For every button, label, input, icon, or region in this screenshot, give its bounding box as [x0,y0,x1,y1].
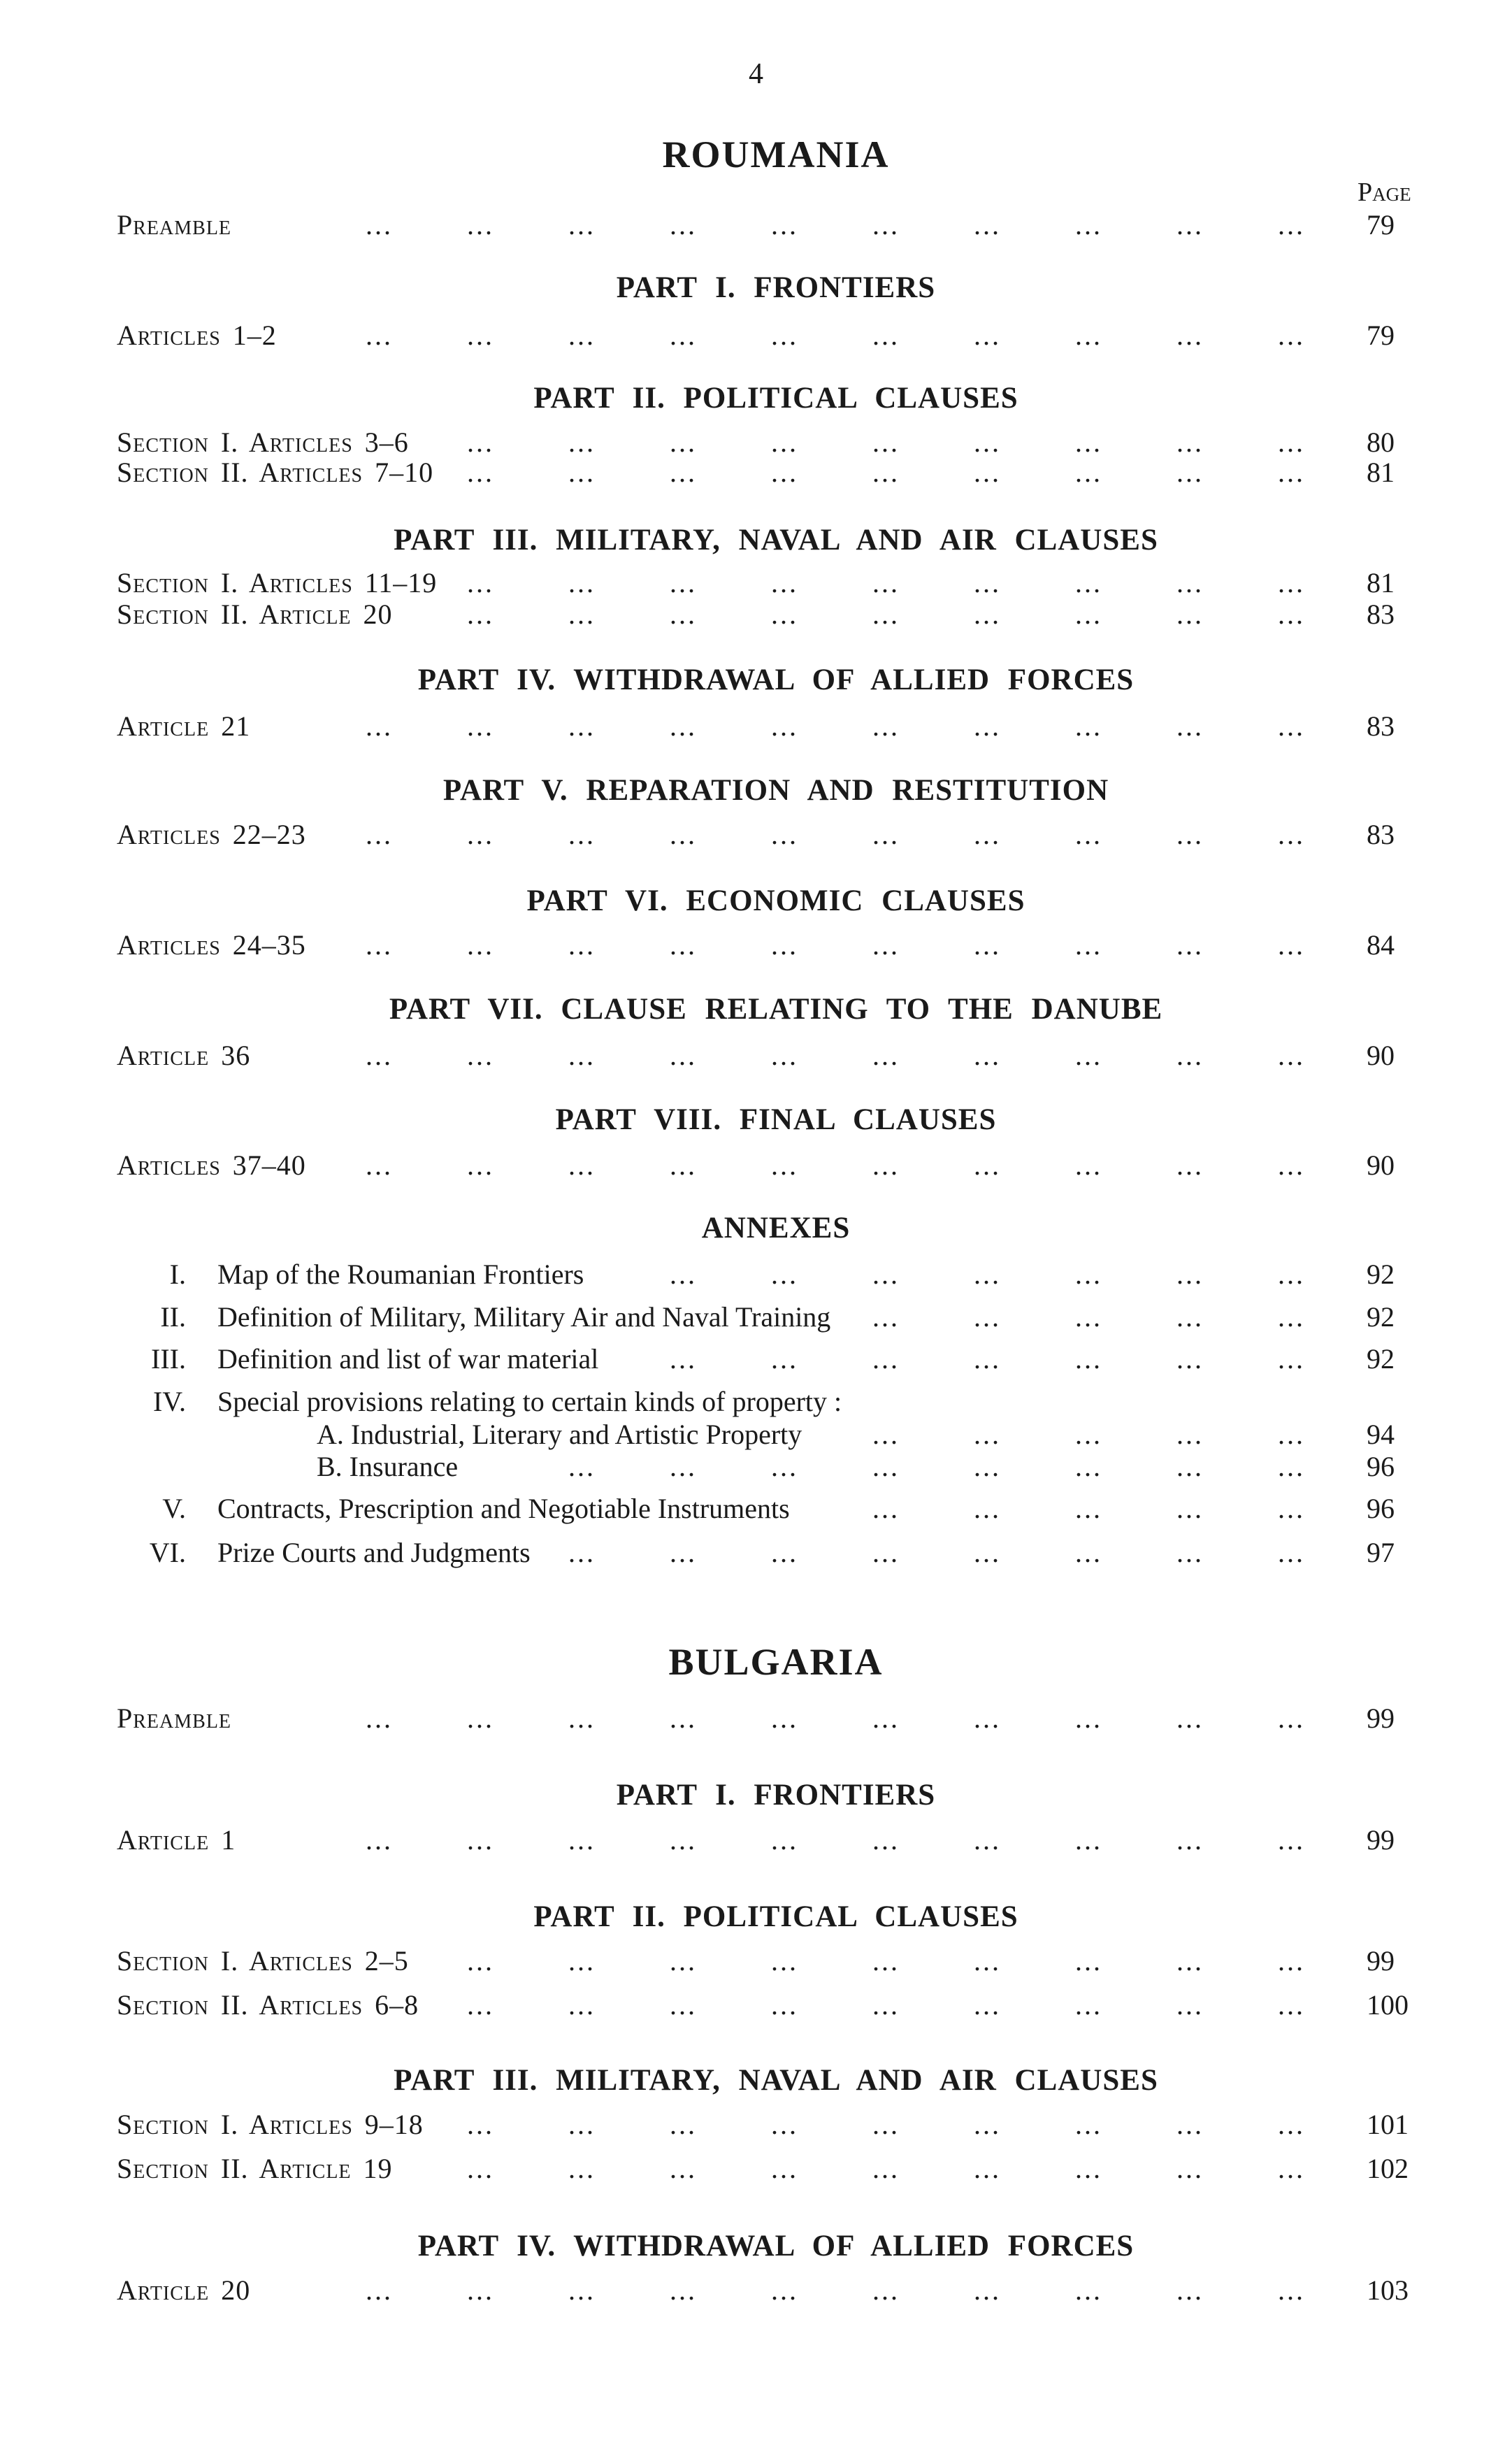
dot-leader: ... [872,598,900,630]
dot-leader: ... [1278,2109,1305,2140]
dot-leader: ... [1278,710,1305,742]
dot-leader: ... [771,426,798,458]
dot-leader: ... [366,1824,393,1856]
dot-leader: ... [467,710,494,742]
dot-leader: ... [974,1040,1001,1071]
dot-leader: ... [1075,1824,1102,1856]
dot-leader: ... [974,1824,1001,1856]
dot-leader: ... [872,320,900,351]
dot-leader: ... [771,1537,798,1568]
dot-leader: ... [872,819,900,850]
part-heading: ANNEXES [701,1212,851,1245]
dot-leader: ... [1176,2109,1204,2140]
dot-leader: ... [670,819,697,850]
toc-page-number[interactable]: 84 [1367,929,1395,961]
part-heading: PART VI. ECONOMIC CLAUSES [526,884,1025,917]
dot-leader: ... [771,1040,798,1071]
dot-leader: ... [974,426,1001,458]
dot-leader: ... [1075,819,1102,850]
toc-page-number[interactable]: 102 [1367,2153,1409,2184]
dot-leader: ... [872,1451,900,1482]
dot-leader: ... [1278,819,1305,850]
toc-page-number[interactable]: 100 [1367,1989,1409,2021]
dot-leader: ... [670,1040,697,1071]
dot-leader: ... [1176,1702,1204,1734]
dot-leader: ... [568,457,596,488]
toc-page-number[interactable]: 99 [1367,1945,1395,1977]
dot-leader: ... [568,1537,596,1568]
dot-leader: ... [467,1040,494,1071]
dot-leader: ... [771,457,798,488]
dot-leader: ... [1278,426,1305,458]
toc-entry-label[interactable]: Section I. Articles 9–18 [117,2109,424,2140]
part-heading: PART IV. WITHDRAWAL OF ALLIED FORCES [417,664,1135,696]
dot-leader: ... [1278,2153,1305,2184]
dot-leader: ... [1278,1945,1305,1977]
dot-leader: ... [872,426,900,458]
dot-leader: ... [1075,2274,1102,2306]
dot-leader: ... [1075,1259,1102,1290]
dot-leader: ... [1176,1259,1204,1290]
dot-leader: ... [1176,1301,1204,1333]
dot-leader: ... [872,1301,900,1333]
dot-leader: ... [467,457,494,488]
dot-leader: ... [974,2153,1001,2184]
toc-entry-label[interactable]: Section II. Article 19 [117,2153,393,2184]
dot-leader: ... [1075,1493,1102,1524]
part-heading: PART V. REPARATION AND RESTITUTION [442,774,1109,807]
toc-entry-label[interactable]: Preamble [117,1702,232,1734]
dot-leader: ... [670,1702,697,1734]
dot-leader: ... [872,209,900,241]
dot-leader: ... [771,209,798,241]
dot-leader: ... [1176,320,1204,351]
annex-title[interactable]: Prize Courts and Judgments [217,1537,531,1568]
toc-page-number[interactable]: 79 [1367,320,1395,351]
annex-numeral: II. [160,1301,186,1333]
toc-page-number[interactable]: 96 [1367,1493,1395,1524]
dot-leader: ... [974,929,1001,961]
dot-leader: ... [771,1259,798,1290]
toc-entry-label[interactable]: Section I. Articles 3–6 [117,426,409,458]
dot-leader: ... [872,1702,900,1734]
dot-leader: ... [1176,1537,1204,1568]
dot-leader: ... [1176,598,1204,630]
dot-leader: ... [771,2153,798,2184]
dot-leader: ... [1075,1945,1102,1977]
dot-leader: ... [1176,457,1204,488]
dot-leader: ... [1176,2274,1204,2306]
dot-leader: ... [467,320,494,351]
dot-leader: ... [1176,1040,1204,1071]
dot-leader: ... [568,320,596,351]
part-heading: PART III. MILITARY, NAVAL AND AIR CLAUSES [394,524,1158,557]
annex-title[interactable]: Map of the Roumanian Frontiers [217,1259,584,1290]
treaty-title: BULGARIA [668,1641,884,1683]
dot-leader: ... [1278,598,1305,630]
dot-leader: ... [771,710,798,742]
dot-leader: ... [771,1945,798,1977]
dot-leader: ... [366,1149,393,1181]
dot-leader: ... [872,929,900,961]
dot-leader: ... [974,1451,1001,1482]
annex-subentry-title[interactable]: A. Industrial, Literary and Artistic Property [317,1419,802,1450]
dot-leader: ... [568,598,596,630]
dot-leader: ... [670,2109,697,2140]
annex-numeral: V. [162,1493,186,1524]
part-heading: PART I. FRONTIERS [616,271,936,304]
dot-leader: ... [1176,1493,1204,1524]
toc-page-number[interactable]: 81 [1367,457,1395,488]
dot-leader: ... [771,1343,798,1375]
dot-leader: ... [872,1259,900,1290]
dot-leader: ... [872,1537,900,1568]
toc-entry-label[interactable]: Preamble [117,209,232,241]
dot-leader: ... [1075,1702,1102,1734]
dot-leader: ... [974,710,1001,742]
annex-numeral: III. [151,1343,186,1375]
dot-leader: ... [366,1040,393,1071]
dot-leader: ... [670,1537,697,1568]
dot-leader: ... [467,567,494,598]
toc-entry-label[interactable]: Article 20 [117,2274,251,2306]
dot-leader: ... [1176,1945,1204,1977]
dot-leader: ... [1075,457,1102,488]
dot-leader: ... [568,2109,596,2140]
dot-leader: ... [1075,1537,1102,1568]
toc-page-number[interactable]: 90 [1367,1149,1395,1181]
dot-leader: ... [467,209,494,241]
dot-leader: ... [1278,1419,1305,1450]
dot-leader: ... [467,1702,494,1734]
dot-leader: ... [1075,1040,1102,1071]
dot-leader: ... [1278,1343,1305,1375]
dot-leader: ... [974,457,1001,488]
dot-leader: ... [467,819,494,850]
dot-leader: ... [1075,1301,1102,1333]
dot-leader: ... [568,426,596,458]
dot-leader: ... [872,457,900,488]
dot-leader: ... [568,1702,596,1734]
dot-leader: ... [1075,1451,1102,1482]
dot-leader: ... [1176,1451,1204,1482]
dot-leader: ... [771,2109,798,2140]
dot-leader: ... [1278,1149,1305,1181]
part-heading: PART VII. CLAUSE RELATING TO THE DANUBE [389,993,1163,1026]
dot-leader: ... [467,929,494,961]
dot-leader: ... [670,320,697,351]
annex-title[interactable]: Contracts, Prescription and Negotiable Instruments [217,1493,790,1524]
dot-leader: ... [568,929,596,961]
toc-page-number[interactable]: 97 [1367,1537,1395,1568]
dot-leader: ... [1176,819,1204,850]
dot-leader: ... [1075,598,1102,630]
dot-leader: ... [366,2274,393,2306]
dot-leader: ... [771,819,798,850]
dot-leader: ... [670,426,697,458]
dot-leader: ... [974,1702,1001,1734]
dot-leader: ... [1176,426,1204,458]
toc-entry-label[interactable]: Section II. Article 20 [117,598,393,630]
toc-page-number[interactable]: 90 [1367,1040,1395,1071]
dot-leader: ... [467,426,494,458]
toc-page-number[interactable]: 83 [1367,598,1395,630]
toc-entry-label[interactable]: Section II. Articles 6–8 [117,1989,419,2021]
toc-page-number[interactable]: 99 [1367,1824,1395,1856]
page-column-label: Page [1358,178,1411,207]
dot-leader: ... [670,567,697,598]
toc-entry-label[interactable]: Article 1 [117,1824,236,1856]
dot-leader: ... [1075,1989,1102,2021]
toc-entry-label[interactable]: Articles 24–35 [117,929,306,961]
dot-leader: ... [1176,1989,1204,2021]
dot-leader: ... [1278,1493,1305,1524]
toc-entry-label[interactable]: Articles 1–2 [117,320,277,351]
dot-leader: ... [771,1149,798,1181]
toc-page-number[interactable]: 96 [1367,1451,1395,1482]
dot-leader: ... [1278,209,1305,241]
dot-leader: ... [1075,1149,1102,1181]
toc-entry-label[interactable]: Section I. Articles 11–19 [117,567,438,598]
annex-subentry-title[interactable]: B. Insurance [317,1451,459,1482]
part-heading: PART II. POLITICAL CLAUSES [533,382,1018,415]
dot-leader: ... [1176,2153,1204,2184]
dot-leader: ... [670,1989,697,2021]
toc-page-number[interactable]: 81 [1367,567,1395,598]
dot-leader: ... [1075,209,1102,241]
dot-leader: ... [568,2274,596,2306]
part-heading: PART II. POLITICAL CLAUSES [533,1900,1018,1933]
toc-page-number[interactable]: 101 [1367,2109,1409,2140]
dot-leader: ... [974,1259,1001,1290]
dot-leader: ... [1176,929,1204,961]
dot-leader: ... [366,819,393,850]
dot-leader: ... [1278,929,1305,961]
dot-leader: ... [1278,1824,1305,1856]
dot-leader: ... [568,1824,596,1856]
dot-leader: ... [467,1824,494,1856]
dot-leader: ... [670,1945,697,1977]
dot-leader: ... [872,710,900,742]
dot-leader: ... [670,1824,697,1856]
dot-leader: ... [771,1824,798,1856]
dot-leader: ... [872,1419,900,1450]
dot-leader: ... [1278,1702,1305,1734]
part-heading: PART I. FRONTIERS [616,1779,936,1812]
toc-page-number[interactable]: 83 [1367,819,1395,850]
dot-leader: ... [1278,1451,1305,1482]
toc-entry-label[interactable]: Section I. Articles 2–5 [117,1945,409,1977]
dot-leader: ... [974,209,1001,241]
toc-page-number[interactable]: 83 [1367,710,1395,742]
treaty-title: ROUMANIA [662,134,890,175]
dot-leader: ... [1176,209,1204,241]
dot-leader: ... [974,1989,1001,2021]
dot-leader: ... [771,1989,798,2021]
dot-leader: ... [467,598,494,630]
dot-leader: ... [1278,1259,1305,1290]
dot-leader: ... [670,1343,697,1375]
annex-numeral: VI. [149,1537,186,1568]
page-number: 4 [749,58,763,90]
toc-entry-label[interactable]: Articles 37–40 [117,1149,306,1181]
dot-leader: ... [872,1040,900,1071]
dot-leader: ... [670,598,697,630]
dot-leader: ... [568,2153,596,2184]
dot-leader: ... [1278,320,1305,351]
dot-leader: ... [872,1989,900,2021]
toc-page-number[interactable]: 92 [1367,1259,1395,1290]
dot-leader: ... [568,209,596,241]
toc-entry-label[interactable]: Articles 22–23 [117,819,306,850]
dot-leader: ... [670,1451,697,1482]
toc-page-number[interactable]: 79 [1367,209,1395,241]
dot-leader: ... [872,1824,900,1856]
toc-page-number[interactable]: 94 [1367,1419,1395,1450]
dot-leader: ... [1278,2274,1305,2306]
dot-leader: ... [974,1493,1001,1524]
dot-leader: ... [1075,929,1102,961]
dot-leader: ... [1075,1343,1102,1375]
dot-leader: ... [1075,2153,1102,2184]
toc-entry-label[interactable]: Article 21 [117,710,251,742]
dot-leader: ... [1176,1149,1204,1181]
dot-leader: ... [872,2153,900,2184]
dot-leader: ... [670,2153,697,2184]
dot-leader: ... [771,1451,798,1482]
dot-leader: ... [1176,710,1204,742]
dot-leader: ... [974,1301,1001,1333]
dot-leader: ... [366,929,393,961]
dot-leader: ... [366,209,393,241]
annex-title[interactable]: Special provisions relating to certain kinds of property : [217,1386,842,1417]
dot-leader: ... [1278,1537,1305,1568]
dot-leader: ... [974,598,1001,630]
dot-leader: ... [467,2153,494,2184]
dot-leader: ... [872,1945,900,1977]
dot-leader: ... [568,1149,596,1181]
dot-leader: ... [467,2109,494,2140]
dot-leader: ... [670,1149,697,1181]
dot-leader: ... [1075,567,1102,598]
dot-leader: ... [670,209,697,241]
dot-leader: ... [872,567,900,598]
toc-page-number[interactable]: 103 [1367,2274,1409,2306]
dot-leader: ... [1176,1343,1204,1375]
dot-leader: ... [974,1149,1001,1181]
dot-leader: ... [1176,1419,1204,1450]
dot-leader: ... [366,1702,393,1734]
dot-leader: ... [670,2274,697,2306]
dot-leader: ... [872,1493,900,1524]
dot-leader: ... [1075,320,1102,351]
dot-leader: ... [771,929,798,961]
toc-page-number[interactable]: 92 [1367,1301,1395,1333]
dot-leader: ... [974,1419,1001,1450]
toc-page-number[interactable]: 92 [1367,1343,1395,1375]
dot-leader: ... [467,1149,494,1181]
dot-leader: ... [1176,567,1204,598]
dot-leader: ... [568,1945,596,1977]
dot-leader: ... [974,1343,1001,1375]
dot-leader: ... [568,1040,596,1071]
dot-leader: ... [467,1945,494,1977]
dot-leader: ... [771,598,798,630]
dot-leader: ... [1075,426,1102,458]
annex-numeral: IV. [152,1386,186,1417]
dot-leader: ... [568,819,596,850]
dot-leader: ... [771,320,798,351]
dot-leader: ... [670,929,697,961]
dot-leader: ... [771,567,798,598]
dot-leader: ... [1176,1824,1204,1856]
dot-leader: ... [974,819,1001,850]
part-heading: PART III. MILITARY, NAVAL AND AIR CLAUSES [394,2064,1158,2097]
dot-leader: ... [1278,1301,1305,1333]
part-heading: PART VIII. FINAL CLAUSES [555,1103,997,1136]
dot-leader: ... [1075,1419,1102,1450]
annex-title[interactable]: Definition of Military, Military Air and Naval Training [217,1301,831,1333]
dot-leader: ... [872,1343,900,1375]
dot-leader: ... [974,567,1001,598]
toc-entry-label[interactable]: Article 36 [117,1040,251,1071]
dot-leader: ... [568,1451,596,1482]
dot-leader: ... [467,1989,494,2021]
dot-leader: ... [771,2274,798,2306]
dot-leader: ... [1278,1040,1305,1071]
dot-leader: ... [1278,457,1305,488]
dot-leader: ... [568,710,596,742]
dot-leader: ... [467,2274,494,2306]
dot-leader: ... [670,710,697,742]
dot-leader: ... [1278,567,1305,598]
dot-leader: ... [366,320,393,351]
toc-page-number[interactable]: 99 [1367,1702,1395,1734]
dot-leader: ... [1075,2109,1102,2140]
toc-entry-label[interactable]: Section II. Articles 7–10 [117,457,434,488]
dot-leader: ... [568,567,596,598]
part-heading: PART IV. WITHDRAWAL OF ALLIED FORCES [417,2230,1135,2263]
toc-page-number[interactable]: 80 [1367,426,1395,458]
dot-leader: ... [670,1259,697,1290]
dot-leader: ... [670,457,697,488]
dot-leader: ... [974,1945,1001,1977]
dot-leader: ... [872,2274,900,2306]
dot-leader: ... [974,1537,1001,1568]
dot-leader: ... [568,1989,596,2021]
dot-leader: ... [974,2274,1001,2306]
dot-leader: ... [366,710,393,742]
annex-numeral: I. [169,1259,186,1290]
annex-title[interactable]: Definition and list of war material [217,1343,599,1375]
dot-leader: ... [1278,1989,1305,2021]
dot-leader: ... [1075,710,1102,742]
dot-leader: ... [974,2109,1001,2140]
dot-leader: ... [872,2109,900,2140]
dot-leader: ... [771,1702,798,1734]
dot-leader: ... [974,320,1001,351]
dot-leader: ... [872,1149,900,1181]
